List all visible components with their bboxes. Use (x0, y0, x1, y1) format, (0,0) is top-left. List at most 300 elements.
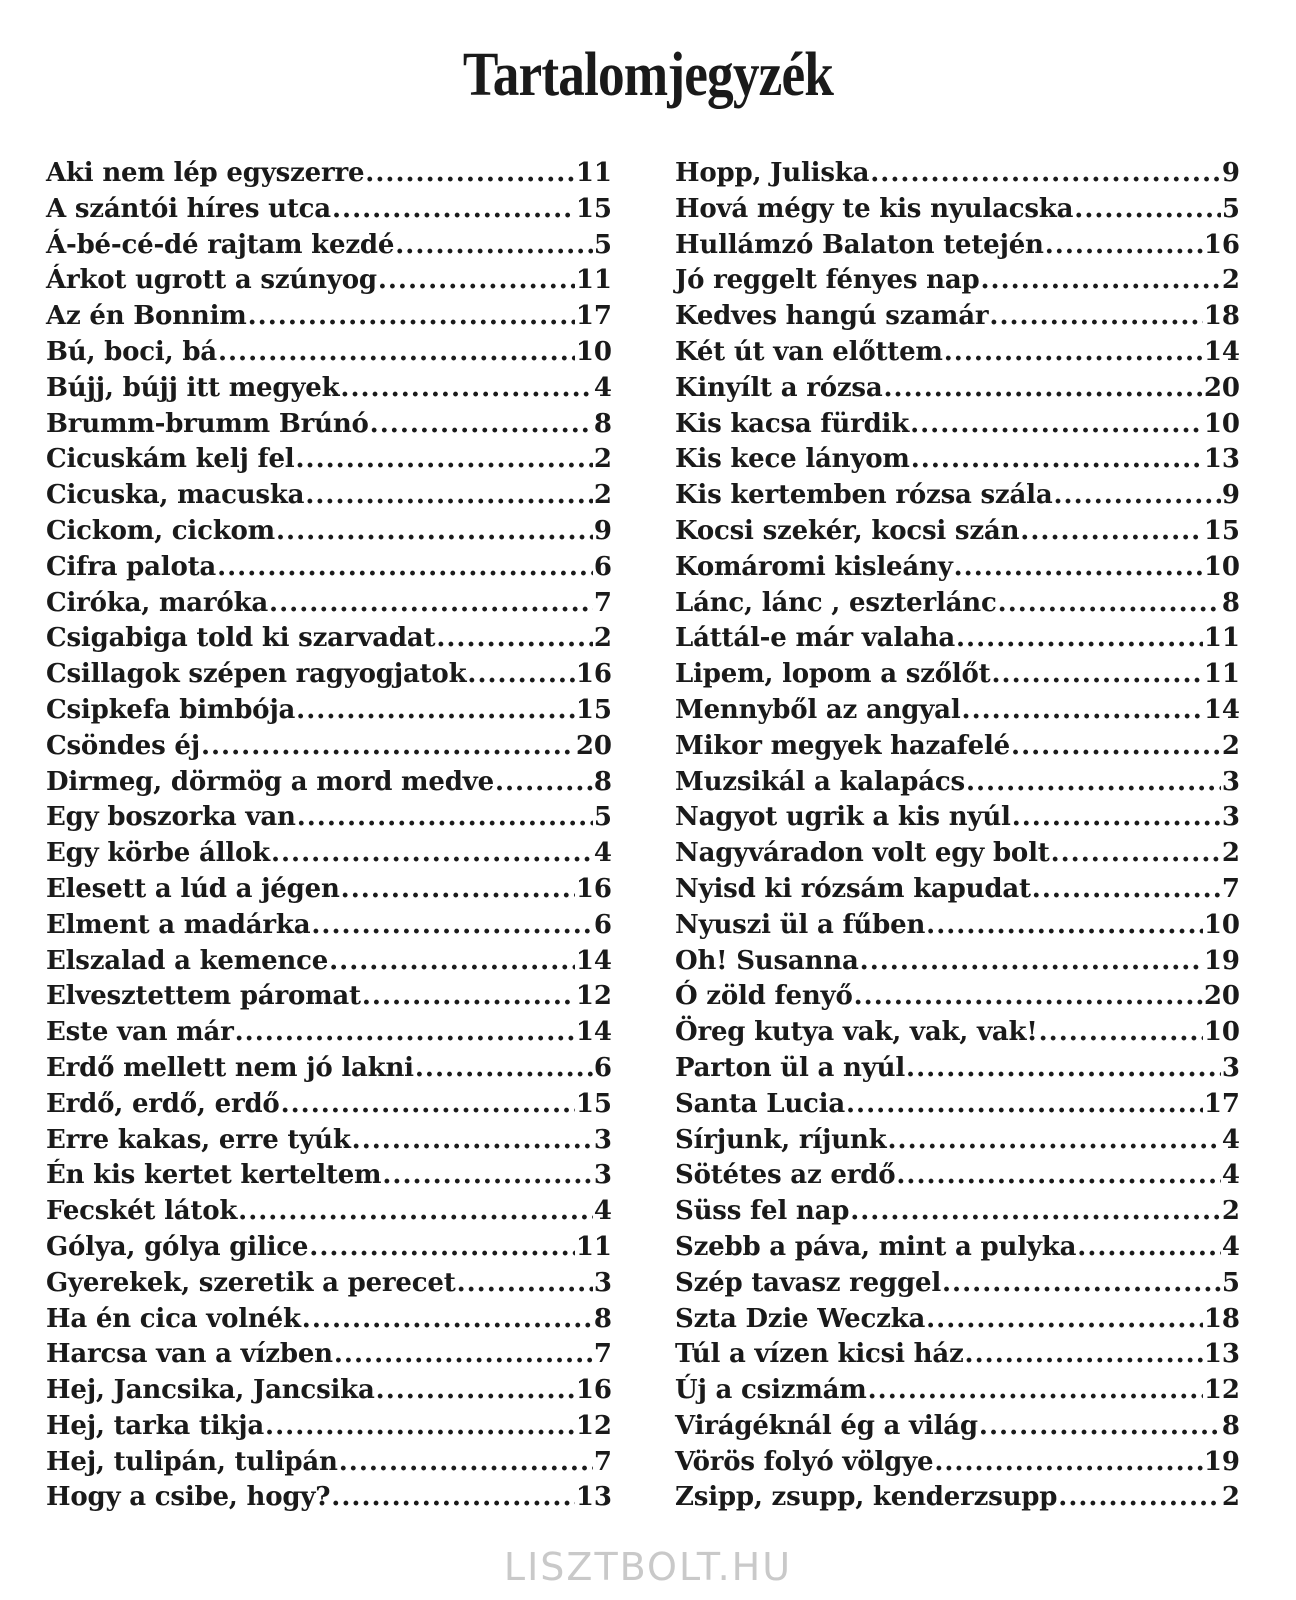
toc-entry (46, 1087, 612, 1123)
toc-dot-leader (980, 263, 1220, 299)
toc-dot-leader (467, 657, 574, 693)
toc-dot-leader (334, 1337, 593, 1373)
toc-entry-page: 3 (593, 1160, 612, 1191)
toc-entry (46, 944, 612, 980)
toc-dot-leader (979, 1409, 1221, 1445)
toc-entry-title: Oh! Susanna (675, 945, 859, 976)
toc-dot-leader (1077, 1230, 1221, 1266)
toc-entry-page: 2 (1221, 1482, 1240, 1513)
toc-entry-title: Ciróka, maróka (46, 587, 269, 618)
toc-entry (675, 729, 1240, 765)
toc-entry (675, 1087, 1240, 1123)
toc-entry-page: 4 (593, 372, 612, 403)
toc-dot-leader (1039, 1015, 1203, 1051)
toc-entry-page: 10 (1203, 408, 1240, 439)
toc-dot-leader (906, 1051, 1221, 1087)
toc-entry (675, 442, 1240, 478)
toc-entry-title: Gólya, gólya gilice (46, 1231, 309, 1262)
toc-entry-page: 15 (575, 694, 612, 725)
toc-dot-leader (884, 371, 1203, 407)
toc-dot-leader (942, 1266, 1221, 1302)
toc-entry (46, 1409, 612, 1445)
toc-dot-leader (271, 836, 593, 872)
toc-entry (675, 228, 1240, 264)
toc-entry (46, 765, 612, 801)
toc-entry-title: Sírjunk, ríjunk (675, 1124, 887, 1155)
toc-entry-page: 13 (1203, 444, 1240, 475)
toc-entry-title: Hej, tarka tikja (46, 1410, 265, 1441)
toc-dot-leader (370, 407, 593, 443)
toc-entry-page: 3 (1221, 802, 1240, 833)
toc-entry (675, 407, 1240, 443)
toc-entry-page: 4 (1221, 1160, 1240, 1191)
toc-entry-title: Új a csizmám (675, 1375, 867, 1406)
toc-dot-leader (944, 335, 1203, 371)
toc-entry (675, 299, 1240, 335)
toc-entry-title: Hej, tulipán, tulipán (46, 1446, 338, 1477)
toc-dot-leader (926, 908, 1203, 944)
toc-entry-page: 8 (593, 766, 612, 797)
toc-entry-page: 13 (1203, 1339, 1240, 1370)
toc-entry-title: Parton ül a nyúl (675, 1052, 906, 1083)
toc-entry (46, 371, 612, 407)
toc-entry-title: Elesett a lúd a jégen (46, 873, 340, 904)
toc-dot-leader (966, 765, 1221, 801)
toc-entry-page: 9 (1221, 480, 1240, 511)
toc-entry-title: Szép tavasz reggel (675, 1267, 941, 1298)
toc-dot-leader (956, 621, 1203, 657)
toc-entry (675, 657, 1240, 693)
toc-entry (675, 1337, 1240, 1373)
toc-left-column (46, 156, 612, 1516)
toc-entry-title: Az én Bonnim (46, 301, 247, 332)
toc-entry-page: 11 (575, 158, 612, 188)
toc-entry-page: 11 (575, 1231, 612, 1262)
toc-entry-page: 14 (1203, 336, 1240, 367)
toc-dot-leader (276, 514, 593, 550)
toc-dot-leader (238, 1194, 593, 1230)
toc-dot-leader (850, 1194, 1221, 1230)
toc-entry-page: 18 (1203, 301, 1240, 332)
toc-dot-leader (868, 1373, 1203, 1409)
toc-entry-title: Túl a vízen kicsi ház (675, 1339, 964, 1370)
toc-entry-page: 4 (1221, 1231, 1240, 1262)
toc-entry (46, 263, 612, 299)
toc-entry-page: 14 (1203, 694, 1240, 725)
toc-entry-title: Nagyot ugrik a kis nyúl (675, 802, 1011, 833)
toc-entry (675, 944, 1240, 980)
toc-entry-title: Este van már (46, 1017, 234, 1048)
toc-entry (46, 1051, 612, 1087)
toc-entry-page: 2 (1221, 838, 1240, 869)
toc-entry-title: Virágéknál ég a világ (675, 1410, 978, 1441)
toc-entry-page: 20 (575, 730, 612, 761)
toc-dot-leader (311, 908, 593, 944)
toc-entry (46, 586, 612, 622)
toc-entry-page: 11 (1203, 659, 1240, 690)
toc-entry (46, 1373, 612, 1409)
toc-entry (46, 478, 612, 514)
toc-entry-title: Cicuska, macuska (46, 480, 305, 511)
toc-dot-leader (1020, 514, 1203, 550)
toc-entry (675, 192, 1240, 228)
toc-dot-leader (382, 1158, 593, 1194)
toc-entry (675, 156, 1240, 192)
toc-entry-page: 7 (593, 1339, 612, 1370)
toc-entry-title: Csipkefa bimbója (46, 694, 296, 725)
toc-entry (46, 729, 612, 765)
toc-dot-leader (281, 1087, 575, 1123)
toc-entry (675, 586, 1240, 622)
toc-entry-title: Harcsa van a vízben (46, 1339, 333, 1370)
toc-entry (46, 192, 612, 228)
toc-entry-title: Gyerekek, szeretik a perecet (46, 1267, 456, 1298)
toc-dot-leader (295, 442, 592, 478)
toc-dot-leader (362, 979, 575, 1015)
toc-entry-page: 4 (593, 838, 612, 869)
toc-entry-page: 2 (593, 623, 612, 654)
toc-dot-leader (415, 1051, 593, 1087)
toc-dot-leader (962, 693, 1203, 729)
toc-entry (675, 693, 1240, 729)
toc-dot-leader (854, 979, 1203, 1015)
toc-entry-page: 19 (1203, 945, 1240, 976)
toc-entry-page: 20 (1203, 981, 1240, 1012)
toc-entry-page: 19 (1203, 1446, 1240, 1477)
toc-entry-title: Erdő, erdő, erdő (46, 1088, 280, 1119)
toc-dot-leader (265, 1409, 575, 1445)
toc-entry-title: Á-bé-cé-dé rajtam kezdé (46, 229, 395, 260)
toc-dot-leader (305, 478, 593, 514)
toc-entry (675, 335, 1240, 371)
toc-dot-leader (888, 1123, 1221, 1159)
toc-entry (46, 693, 612, 729)
toc-entry-page: 7 (593, 587, 612, 618)
toc-entry-title: Lánc, lánc , eszterlánc (675, 587, 997, 618)
toc-entry-page: 8 (1221, 587, 1240, 618)
toc-entry-page: 5 (1221, 1267, 1240, 1298)
toc-entry-page: 6 (593, 1052, 612, 1083)
toc-right-column (675, 156, 1240, 1516)
toc-dot-leader (201, 729, 575, 765)
toc-entry-page: 9 (1221, 158, 1240, 188)
toc-entry-title: Fecskét látok (46, 1196, 238, 1227)
toc-entry-page: 2 (593, 480, 612, 511)
toc-entry (46, 979, 612, 1015)
toc-dot-leader (248, 299, 575, 335)
toc-entry (675, 1445, 1240, 1481)
toc-dot-leader (309, 1230, 575, 1266)
toc-entry-title: Mennyből az angyal (675, 694, 961, 725)
toc-entry-title: Kis kece lányom (675, 444, 910, 475)
toc-entry (46, 1230, 612, 1266)
toc-entry-page: 15 (575, 1088, 612, 1119)
toc-entry-title: Kedves hangú szamár (675, 301, 989, 332)
toc-entry-page: 8 (593, 1303, 612, 1334)
toc-entry (675, 1051, 1240, 1087)
toc-entry-title: Elszalad a kemence (46, 945, 329, 976)
toc-dot-leader (989, 299, 1202, 335)
toc-entry-title: Hová mégy te kis nyulacska (675, 193, 1074, 224)
toc-entry (46, 442, 612, 478)
toc-entry-title: Hogy a csibe, hogy? (46, 1482, 331, 1513)
toc-entry-title: Komáromi kisleány (675, 551, 953, 582)
toc-entry (46, 1123, 612, 1159)
toc-entry (46, 872, 612, 908)
toc-entry-title: Csigabiga told ki szarvadat (46, 623, 436, 654)
toc-entry-title: Lipem, lopom a szőlőt (675, 659, 991, 690)
toc-entry-title: Egy körbe állok (46, 838, 270, 869)
toc-entry-title: Dirmeg, dörmög a mord medve (46, 766, 494, 797)
toc-entry (675, 836, 1240, 872)
toc-entry (46, 514, 612, 550)
page-title: Tartalomjegyzék (462, 41, 834, 109)
toc-entry-title: Mikor megyek hazafelé (675, 730, 1011, 761)
toc-entry-page: 11 (575, 265, 612, 296)
toc-entry-title: Erre kakas, erre tyúk (46, 1124, 351, 1155)
toc-entry-title: Csillagok szépen ragyogjatok (46, 659, 467, 690)
toc-dot-leader (870, 156, 1221, 192)
toc-entry-page: 5 (593, 229, 612, 260)
toc-entry (675, 478, 1240, 514)
toc-entry-page: 12 (575, 1410, 612, 1441)
toc-dot-leader (329, 944, 575, 980)
toc-entry-page: 10 (1203, 1017, 1240, 1048)
toc-entry (46, 228, 612, 264)
toc-entry (675, 621, 1240, 657)
toc-dot-leader (269, 586, 593, 622)
toc-entry (675, 979, 1240, 1015)
toc-entry-page: 4 (1221, 1124, 1240, 1155)
toc-entry (675, 263, 1240, 299)
toc-entry-title: Csöndes éj (46, 730, 200, 761)
toc-entry-page: 8 (1221, 1410, 1240, 1441)
toc-entry-title: Hej, Jancsika, Jancsika (46, 1375, 375, 1406)
toc-entry-title: Vörös folyó völgye (675, 1446, 934, 1477)
toc-entry-title: Hopp, Juliska (675, 158, 870, 188)
toc-entry-page: 17 (1203, 1088, 1240, 1119)
toc-dot-leader (378, 263, 575, 299)
toc-entry-title: Öreg kutya vak, vak, vak! (675, 1017, 1038, 1048)
toc-entry-page: 2 (1221, 265, 1240, 296)
toc-entry-title: Ha én cica volnék (46, 1303, 301, 1334)
toc-entry-page: 17 (575, 301, 612, 332)
toc-dot-leader (910, 407, 1203, 443)
toc-entry (675, 872, 1240, 908)
toc-entry (675, 514, 1240, 550)
toc-entry-page: 9 (593, 515, 612, 546)
toc-entry-title: Kis kertemben rózsa szála (675, 480, 1053, 511)
toc-dot-leader (1012, 800, 1221, 836)
toc-entry-page: 11 (1203, 623, 1240, 654)
toc-entry (46, 800, 612, 836)
toc-entry-title: Ó zöld fenyő (675, 981, 853, 1012)
toc-dot-leader (1032, 872, 1221, 908)
toc-dot-leader (934, 1445, 1202, 1481)
toc-dot-leader (217, 550, 593, 586)
toc-entry-title: Egy boszorka van (46, 802, 296, 833)
toc-entry (675, 1015, 1240, 1051)
toc-entry-title: Sötétes az erdő (675, 1160, 896, 1191)
toc-entry-title: Aki nem lép egyszerre (46, 158, 365, 188)
toc-entry-title: Erdő mellett nem jó lakni (46, 1052, 414, 1083)
toc-entry-page: 15 (1203, 515, 1240, 546)
toc-entry-title: Cicuskám kelj fel (46, 444, 295, 475)
toc-entry-title: Süss fel nap (675, 1196, 850, 1227)
toc-dot-leader (339, 1445, 593, 1481)
toc-entry-page: 2 (1221, 730, 1240, 761)
toc-dot-leader (1045, 228, 1203, 264)
toc-dot-leader (395, 228, 593, 264)
toc-entry-page: 3 (1221, 766, 1240, 797)
toc-dot-leader (302, 1302, 593, 1338)
toc-entry (46, 1445, 612, 1481)
toc-entry (675, 1266, 1240, 1302)
toc-entry-page: 16 (575, 659, 612, 690)
toc-entry-page: 6 (593, 551, 612, 582)
toc-dot-leader (911, 442, 1203, 478)
toc-entry-title: Árkot ugrott a szúnyog (46, 265, 377, 296)
toc-entry-title: Nyisd ki rózsám kapudat (675, 873, 1031, 904)
toc-entry-page: 10 (1203, 551, 1240, 582)
toc-dot-leader (954, 550, 1203, 586)
toc-entry (675, 908, 1240, 944)
toc-entry-title: Nyuszi ül a fűben (675, 909, 926, 940)
toc-dot-leader (332, 192, 575, 228)
toc-entry-title: Láttál-e már valaha (675, 623, 955, 654)
toc-dot-leader (457, 1266, 593, 1302)
toc-dot-leader (860, 944, 1203, 980)
toc-dot-leader (376, 1373, 575, 1409)
toc-entry-page: 12 (575, 981, 612, 1012)
toc-dot-leader (896, 1158, 1221, 1194)
toc-dot-leader (1053, 478, 1220, 514)
toc-entry (46, 621, 612, 657)
toc-dot-leader (331, 1480, 575, 1516)
toc-entry (46, 1266, 612, 1302)
toc-entry-title: Szta Dzie Weczka (675, 1303, 926, 1334)
toc-entry-title: Elvesztettem páromat (46, 981, 361, 1012)
toc-entry-title: Bú, boci, bá (46, 336, 217, 367)
toc-entry (46, 1194, 612, 1230)
toc-entry (46, 1302, 612, 1338)
toc-entry (46, 1015, 612, 1051)
toc-dot-leader (340, 371, 593, 407)
toc-entry (675, 1230, 1240, 1266)
toc-entry-title: Muzsikál a kalapács (675, 766, 965, 797)
toc-dot-leader (495, 765, 593, 801)
toc-entry-title: Én kis kertet kerteltem (46, 1160, 382, 1191)
toc-entry (675, 371, 1240, 407)
toc-dot-leader (926, 1302, 1203, 1338)
toc-entry-page: 7 (593, 1446, 612, 1477)
toc-entry-page: 15 (575, 193, 612, 224)
toc-dot-leader (1074, 192, 1221, 228)
toc-entry-page: 8 (593, 408, 612, 439)
toc-entry-title: Brumm-brumm Brúnó (46, 408, 369, 439)
toc-entry-title: A szántói híres utca (46, 193, 331, 224)
toc-entry-title: Zsipp, zsupp, kenderzsupp (675, 1482, 1058, 1513)
toc-entry-title: Nagyváradon volt egy bolt (675, 838, 1050, 869)
toc-entry (46, 1158, 612, 1194)
toc-entry-page: 3 (1221, 1052, 1240, 1083)
toc-entry-title: Cickom, cickom (46, 515, 275, 546)
toc-entry-title: Santa Lucia (675, 1088, 845, 1119)
toc-dot-leader (365, 156, 575, 192)
toc-entry (46, 335, 612, 371)
toc-entry-page: 16 (575, 1375, 612, 1406)
toc-entry-page: 4 (593, 1196, 612, 1227)
toc-dot-leader (991, 657, 1202, 693)
toc-entry-page: 16 (1203, 229, 1240, 260)
toc-entry-title: Kis kacsa fürdik (675, 408, 910, 439)
toc-dot-leader (846, 1087, 1203, 1123)
toc-entry-page: 10 (575, 336, 612, 367)
toc-entry (46, 407, 612, 443)
toc-entry (46, 1480, 612, 1516)
toc-entry (675, 765, 1240, 801)
toc-entry-page: 13 (575, 1482, 612, 1513)
toc-entry-page: 14 (575, 945, 612, 976)
toc-entry-title: Szebb a páva, mint a pulyka (675, 1231, 1077, 1262)
toc-entry-title: Bújj, bújj itt megyek (46, 372, 340, 403)
toc-entry (46, 657, 612, 693)
toc-dot-leader (296, 693, 575, 729)
toc-entry-page: 14 (575, 1017, 612, 1048)
toc-entry-page: 2 (1221, 1196, 1240, 1227)
toc-entry (46, 1337, 612, 1373)
toc-entry (46, 156, 612, 192)
toc-entry-page: 12 (1203, 1375, 1240, 1406)
toc-dot-leader (1051, 836, 1221, 872)
toc-entry-title: Jó reggelt fényes nap (675, 265, 980, 296)
toc-entry-page: 3 (593, 1124, 612, 1155)
toc-entry (675, 1373, 1240, 1409)
toc-dot-leader (235, 1015, 575, 1051)
toc-dot-leader (998, 586, 1221, 622)
toc-entry-title: Kinyílt a rózsa (675, 372, 883, 403)
toc-entry (675, 1123, 1240, 1159)
toc-entry-page: 20 (1203, 372, 1240, 403)
toc-dot-leader (1058, 1480, 1221, 1516)
toc-entry-page: 10 (1203, 909, 1240, 940)
toc-entry-page: 3 (593, 1267, 612, 1298)
toc-entry-page: 6 (593, 909, 612, 940)
toc-entry-page: 2 (593, 444, 612, 475)
toc-entry (675, 1302, 1240, 1338)
toc-entry-page: 16 (575, 873, 612, 904)
toc-dot-leader (297, 800, 593, 836)
toc-entry (46, 908, 612, 944)
toc-entry-title: Kocsi szekér, kocsi szán (675, 515, 1020, 546)
toc-dot-leader (352, 1123, 593, 1159)
toc-entry-page: 18 (1203, 1303, 1240, 1334)
toc-entry (675, 800, 1240, 836)
toc-entry-page: 7 (1221, 873, 1240, 904)
toc-entry-page: 5 (593, 802, 612, 833)
toc-dot-leader (341, 872, 575, 908)
watermark: LISZTBOLT.HU (503, 1545, 793, 1589)
toc-entry (675, 1158, 1240, 1194)
toc-entry (46, 299, 612, 335)
toc-dot-leader (965, 1337, 1203, 1373)
toc-entry (46, 836, 612, 872)
toc-entry (675, 550, 1240, 586)
toc-entry-page: 5 (1221, 193, 1240, 224)
toc-entry-title: Két út van előttem (675, 336, 943, 367)
toc-entry (675, 1480, 1240, 1516)
toc-dot-leader (1011, 729, 1221, 765)
